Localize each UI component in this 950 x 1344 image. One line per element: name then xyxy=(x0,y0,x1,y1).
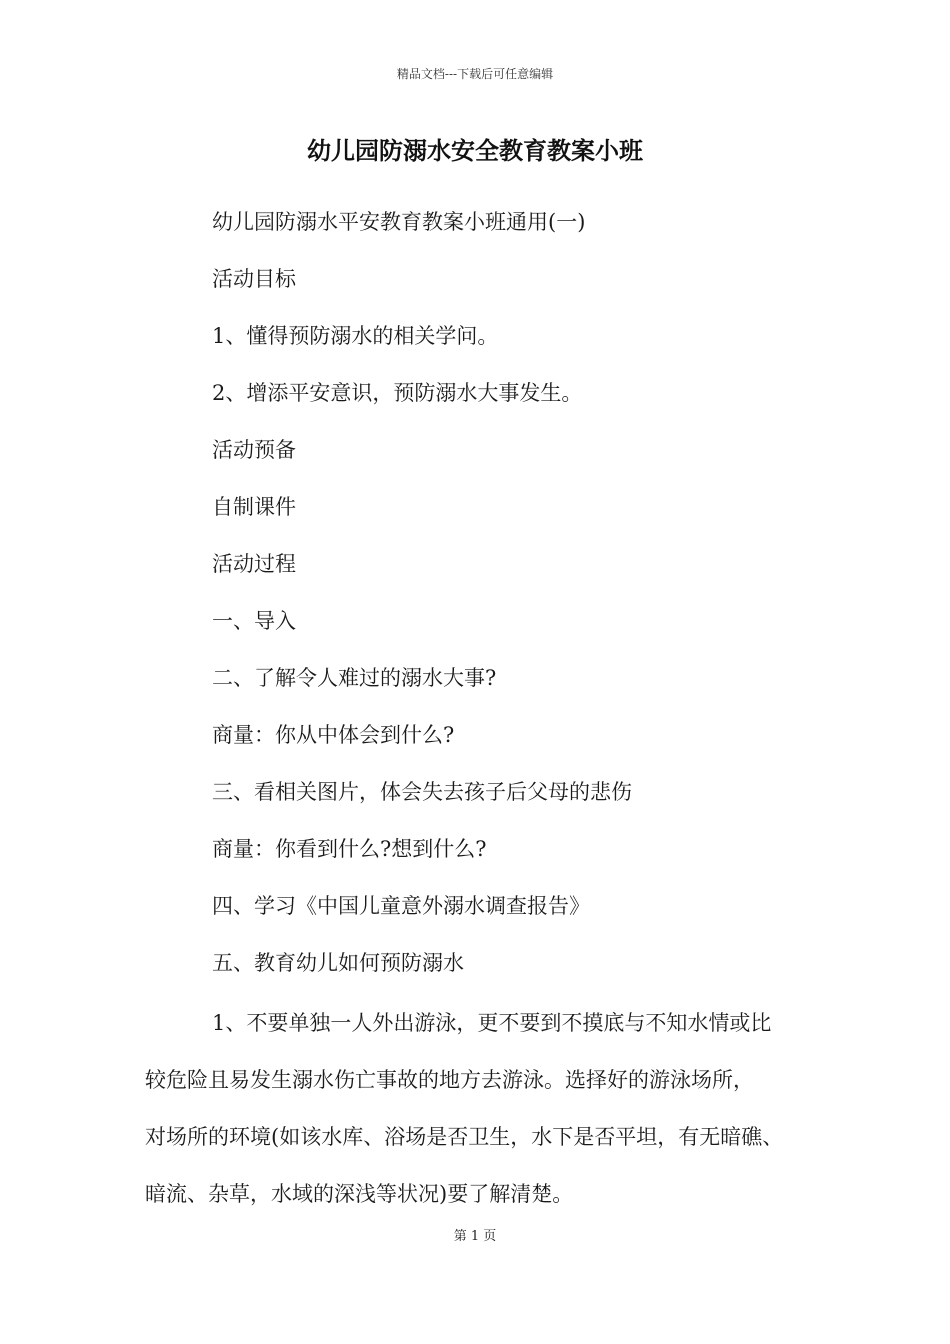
subtitle-line: 幼儿园防溺水平安教育教案小班通用(一) xyxy=(212,210,586,234)
process-step-4: 四、学习《中国儿童意外溺水调查报告》 xyxy=(212,894,590,918)
paragraph-line-2: 较危险且易发生溺水伤亡事故的地方去游泳。选择好的游泳场所， xyxy=(145,1068,754,1092)
page-number: 第 1 页 xyxy=(453,1229,497,1244)
process-step-2: 二、了解令人难过的溺水大事? xyxy=(212,666,497,690)
preparation-item: 自制课件 xyxy=(212,495,296,519)
section-heading-process: 活动过程 xyxy=(212,552,296,576)
paragraph-line-3: 对场所的环境(如该水库、浴场是否卫生，水下是否平坦，有无暗礁、 xyxy=(145,1125,784,1149)
discussion-1: 商量：你从中体会到什么? xyxy=(212,723,455,747)
process-step-5: 五、教育幼儿如何预防溺水 xyxy=(212,951,464,975)
process-step-1: 一、导入 xyxy=(212,609,296,633)
section-heading-preparation: 活动预备 xyxy=(212,438,296,462)
page-header: 精品文档---下载后可任意编辑 xyxy=(396,67,554,81)
process-step-3: 三、看相关图片，体会失去孩子后父母的悲伤 xyxy=(212,780,632,804)
document-title: 幼儿园防溺水安全教育教案小班 xyxy=(307,136,643,165)
goal-item-1: 1、懂得预防溺水的相关学问。 xyxy=(212,324,499,348)
discussion-2: 商量：你看到什么?想到什么? xyxy=(212,837,487,861)
goal-item-2: 2、增添平安意识，预防溺水大事发生。 xyxy=(212,381,583,405)
paragraph-line-4: 暗流、杂草，水域的深浅等状况)要了解清楚。 xyxy=(145,1182,574,1206)
section-heading-goals: 活动目标 xyxy=(212,267,296,291)
paragraph-line-1: 1、不要单独一人外出游泳，更不要到不摸底与不知水情或比 xyxy=(212,1011,772,1035)
